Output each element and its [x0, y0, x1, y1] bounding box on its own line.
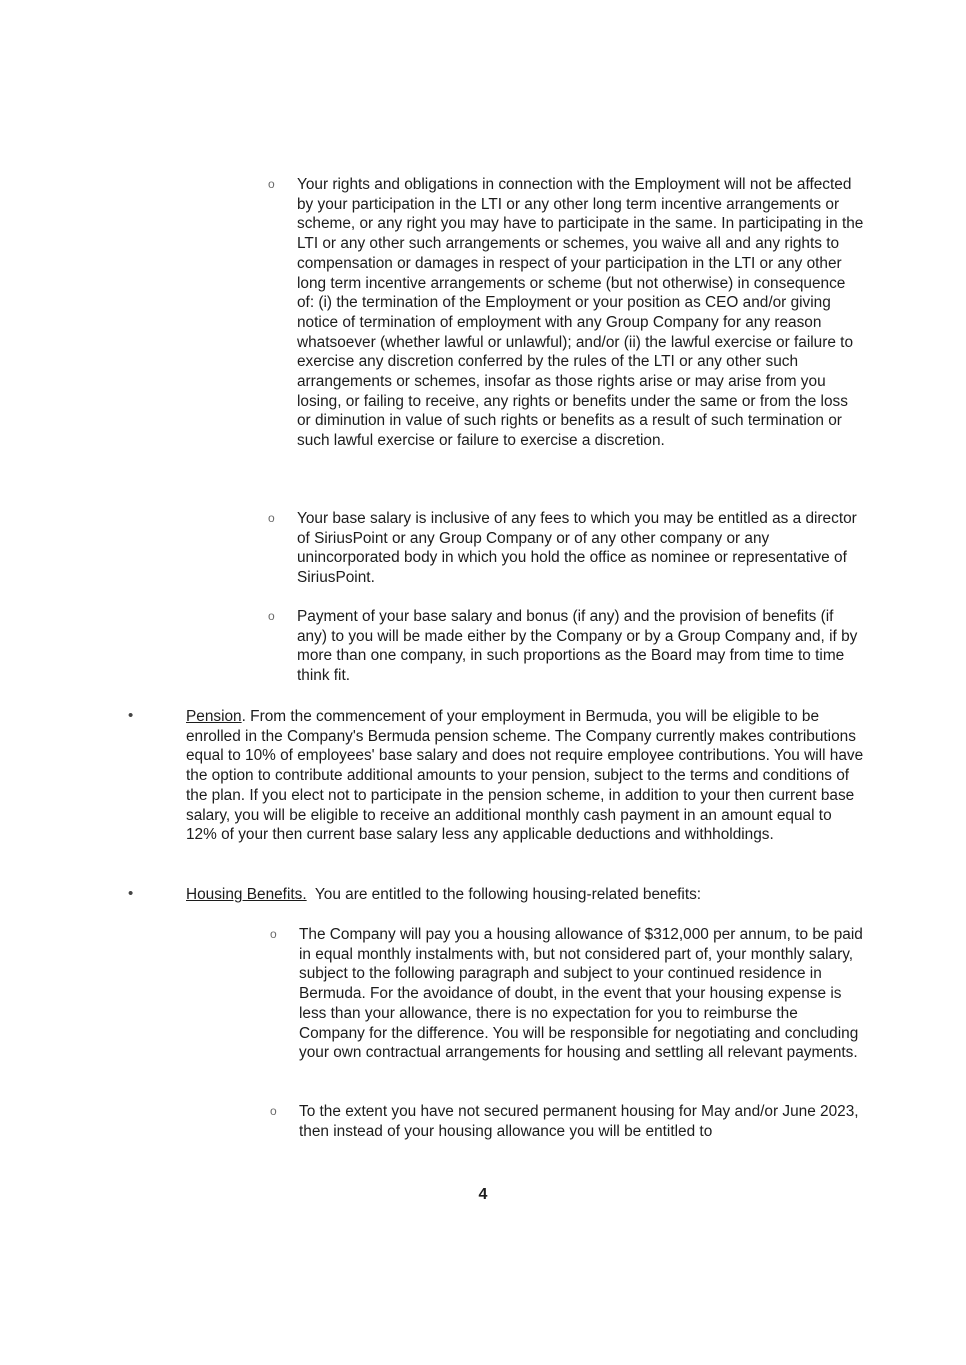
housing-temp-text: To the extent you have not secured permanent housing for May and/or June 2023, then instead of your housing allowance you will be entitled to: [299, 1103, 859, 1140]
pension-body: . From the commencement of your employment in Bermuda, you will be eligible to be enrolled in the Company's Bermuda pension scheme. The Company currently makes contributions equal to 10% of employees' base salary and does not require employee contributions. You will have the option to contribute additional amounts to your pension, subject to the terms and conditions of the plan. If you elect not to participate in the pension scheme, in addition to your then current base salary, you will be eligible to receive an additional monthly cash payment in an amount equal to 12% of your then current base salary less any applicable deductions and withholdings.: [186, 708, 864, 844]
pension-paragraph: [128, 707, 864, 845]
housing-temp-paragraph: [270, 1102, 866, 1141]
sub-bullet-marker: o: [268, 609, 275, 623]
sub-bullet-marker: o: [268, 511, 275, 525]
sub-bullet-marker: o: [270, 1104, 277, 1118]
payment-paragraph: [268, 607, 864, 686]
lti-text: Your rights and obligations in connection with the Employment will not be affected by your participation in the LTI or any other long term incentive arrangements or scheme, or any right you may have to participate in the same. In participating in the LTI or any other such arrangements or schemes, you waive all and any rights to compensation or damages in respect of your participation in the LTI or any other long term incentive arrangements or scheme (but not otherwise) in consequence of: (i) the termination of the Employment or your position as CEO and/or giving notice of termination of employment with any Group Company for any reason whatsoever (whether lawful or unlawful); and/or (ii) the lawful exercise or failure to exercise any discretion conferred by the rules of the LTI or any other such arrangements or schemes, insofar as those rights arise or may arise from you losing, or failing to receive, any rights or benefits under the same or from the loss or diminution in value of such rights or benefits as a result of such termination or such lawful exercise or failure to exercise a discretion.: [297, 176, 864, 450]
base-salary-text: Your base salary is inclusive of any fees to which you may be entitled as a director of SiriusPoint or any Group Company or of any other company or any unincorporated body in which you hold the office as nominee or representative of SiriusPoint.: [297, 510, 857, 587]
housing-allowance-paragraph: [270, 925, 866, 1063]
housing-paragraph: [128, 885, 864, 905]
housing-text: [186, 885, 864, 905]
sub-bullet-marker: o: [270, 927, 277, 941]
page-number: 4: [478, 1186, 488, 1203]
sub-bullet-marker: o: [268, 177, 275, 191]
payment-text: Payment of your base salary and bonus (if any) and the provision of benefits (if any) to you will be made either by the Company or by a Group Company and, if by more than one company, in such proportions as the Board may from time to time think fit.: [297, 608, 858, 685]
base-salary-paragraph: [268, 509, 864, 588]
housing-heading: Housing Benefits.: [186, 886, 307, 903]
pension-heading: Pension: [186, 708, 242, 725]
housing-body: You are entitled to the following housing-related benefits:: [306, 886, 702, 903]
pension-text: [186, 707, 864, 845]
lti-paragraph: [268, 175, 864, 451]
main-bullet-marker: •: [128, 707, 134, 724]
housing-allowance-text: The Company will pay you a housing allowance of $312,000 per annum, to be paid in equal monthly instalments with, but not considered part of, your monthly salary, subject to the following paragraph and subject to your continued residence in Bermuda. For the avoidance of doubt, in the event that your housing expense is less than your allowance, there is no expectation for you to reimburse the Company for the difference. You will be responsible for negotiating and concluding your own contractual arrangements for housing and settling all relevant payments.: [299, 926, 863, 1062]
main-bullet-marker: •: [128, 885, 134, 902]
